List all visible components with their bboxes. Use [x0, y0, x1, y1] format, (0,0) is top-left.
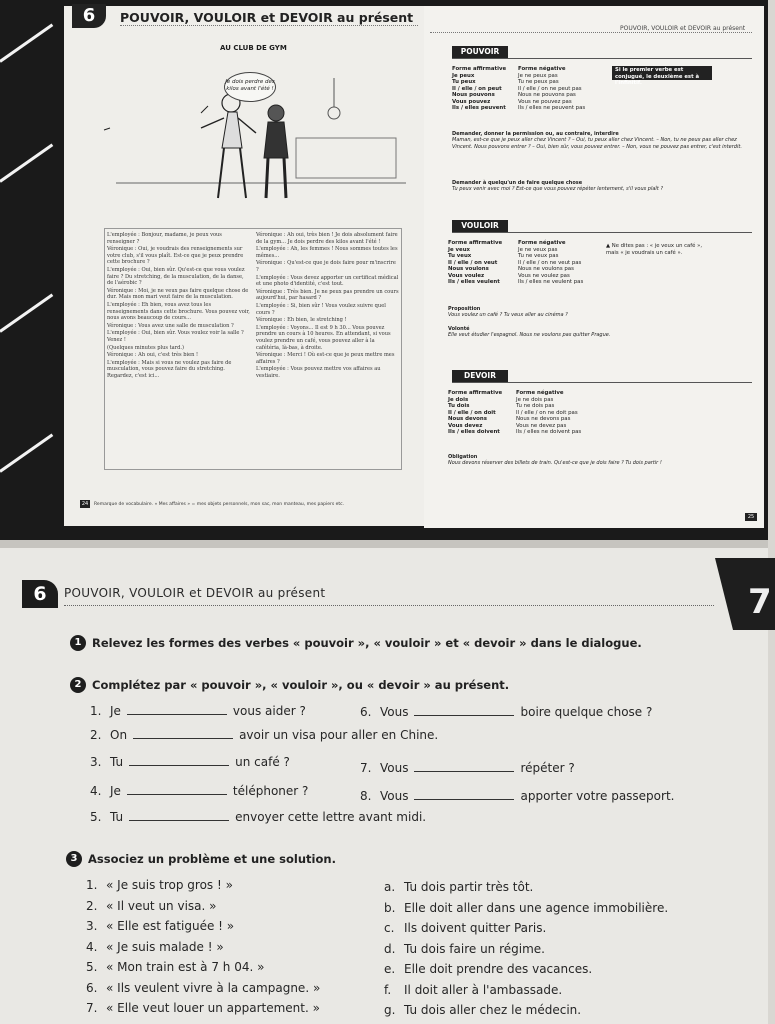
- item-number: 6.: [360, 705, 372, 719]
- conjugation-form: Tu ne dois pas: [516, 403, 555, 409]
- fill-in-row: [90, 784, 308, 798]
- vouloir-note-proposition: [448, 306, 748, 319]
- fill-in-row: [90, 755, 290, 769]
- conjugation-form: Ils / elles ne veulent pas: [518, 279, 584, 285]
- item-number: 4.: [86, 939, 98, 954]
- vocabulary-footnote: Remarque de vocabulaire. « Mes affaires » = mes objets personnels, mon sac, mon manteau, mes papiers etc.: [94, 502, 345, 507]
- item-number: 7.: [86, 1001, 98, 1015]
- conjugation-form: Nous ne pouvons pas: [518, 92, 576, 98]
- next-chapter-number: 7: [748, 582, 772, 622]
- dialog-line: Véronique : Oui, je voudrais des renseignements sur votre club, s'il vous plaît. Est-ce que je peux prendre cette brochure ?: [107, 246, 244, 266]
- item-number: 8.: [360, 789, 372, 803]
- photocopy-divider: [0, 540, 768, 548]
- fill-in-row: [90, 704, 306, 718]
- solution-item: [384, 1003, 581, 1017]
- item-number: 1.: [90, 704, 102, 718]
- solution-item: [384, 962, 592, 976]
- solution-item: [384, 901, 668, 915]
- answer-blank[interactable]: [414, 761, 514, 772]
- binding-decoration: [0, 24, 53, 63]
- dialog-line: L'employée : Mais si vous ne voulez pas faire de musculation, vous pouvez faire du stretching. Regardez, c'est ici...: [107, 359, 232, 379]
- vouloir-negative: [518, 240, 583, 286]
- item-number: 4.: [90, 784, 102, 798]
- problem-item: [86, 940, 224, 954]
- item-number: b.: [384, 900, 396, 915]
- dialog-line: Véronique : Ah oui, c'est très bien !: [107, 352, 199, 359]
- conjugation-form: Nous pouvons: [452, 92, 495, 98]
- solution-item: [384, 921, 546, 935]
- conjugation-form: Ils / elles ne peuvent pas: [518, 105, 586, 111]
- conjugation-form: Tu veux: [448, 253, 472, 259]
- devoir-note-obligation: [448, 454, 748, 467]
- item-number: e.: [384, 962, 396, 976]
- note-title: Proposition: [448, 306, 481, 312]
- conjugation-form: Ils / elles doivent: [448, 429, 500, 435]
- item-number: 1.: [86, 878, 98, 892]
- exercise-3-badge: 3: [66, 851, 82, 867]
- item-text: Tu dois faire un régime.: [404, 941, 545, 956]
- note-example: Nous devons réserver des billets de train. Qu'est-ce que je dois faire ? Tu dois partir !: [448, 460, 662, 467]
- dialog-line: L'employée : Si, bien sûr ! Vous voulez suivre quel cours ?: [256, 302, 386, 316]
- problem-item: [86, 1001, 320, 1015]
- problem-item: [86, 878, 233, 892]
- answer-blank[interactable]: [133, 728, 233, 739]
- dialog-line: Véronique : Vous avez une salle de musculation ?: [107, 322, 234, 329]
- item-number: 7.: [360, 761, 372, 775]
- item-subject: Vous: [380, 761, 409, 775]
- right-running-header: POUVOIR, VOULOIR et DEVOIR au présent: [620, 25, 746, 32]
- dialog-line: L'employée : Voyons... Il est 9 h 30... Vous pouvez prendre un cours à 10 heures. En attendant, si vous voulez prendre un café, vous pouvez aller à la cafétéria, là-bas, à droite.: [256, 324, 391, 351]
- item-subject: Tu: [110, 810, 124, 824]
- conjugation-form: Il / elle / on ne peut pas: [518, 85, 582, 92]
- title-rule: [120, 25, 418, 26]
- conjugation-form: Je ne veux pas: [518, 246, 558, 253]
- item-subject: Je: [110, 784, 121, 798]
- devoir-heading: DEVOIR: [452, 370, 508, 382]
- title-rule: [64, 605, 714, 606]
- solution-item: [384, 880, 533, 894]
- answer-blank[interactable]: [129, 755, 229, 766]
- exercise-3-instruction: Associez un problème et une solution.: [88, 852, 336, 866]
- chapter-number-badge: 6: [22, 580, 58, 608]
- dialog-line: Véronique : Ah oui, très bien ! Je dois absolument faire de la gym... Je dois perdre des kilos avant l'été !: [256, 232, 398, 245]
- conjugation-form: Nous ne devons pas: [516, 416, 571, 422]
- warning-icon: ▲: [606, 243, 611, 249]
- conjugation-form: Tu ne peux pas: [518, 79, 559, 85]
- conjugation-form: Tu ne veux pas: [518, 253, 559, 259]
- dialog-line: L'employée : Vous pouvez mettre vos affaires au vestiaire.: [256, 366, 381, 379]
- dialog-line: L'employée : Oui, bien sûr. Qu'est-ce que vous voulez faire ? Du stretching, de la musculation, de la danse, de l'aérobic ?: [107, 266, 245, 287]
- exercise-2-instruction: Complétez par « pouvoir », « vouloir », ou « devoir » au présent.: [92, 678, 510, 692]
- dialog-column-right: [256, 232, 400, 380]
- item-subject: Vous: [380, 789, 409, 803]
- dialog-line: L'employée : Ah, les femmes ! Nous sommes toutes les mêmes...: [256, 246, 398, 259]
- answer-blank[interactable]: [414, 705, 514, 716]
- item-number: d.: [384, 941, 396, 956]
- page-number-right: 25: [745, 513, 757, 521]
- item-text: Elle doit prendre des vacances.: [404, 962, 593, 976]
- item-rest: envoyer cette lettre avant midi.: [235, 810, 427, 824]
- conjugation-form: Vous devez: [448, 422, 483, 429]
- vouloir-heading: VOULOIR: [452, 220, 508, 232]
- conjugation-form: Tu dois: [448, 403, 470, 409]
- conjugation-form: Je dois: [448, 396, 469, 403]
- conjugation-form: Vous voulez: [448, 272, 485, 279]
- conjugation-form: Il / elle / on doit: [448, 409, 496, 416]
- note-title: Demander, donner la permission ou, au contraire, interdire: [452, 131, 619, 137]
- item-text: « Je suis trop gros ! »: [106, 878, 233, 892]
- item-number: 5.: [86, 960, 98, 974]
- conjugation-form: Je peux: [452, 72, 475, 79]
- conjugation-form: Il / elle / on ne doit pas: [516, 409, 578, 416]
- devoir-negative: [516, 390, 581, 436]
- item-rest: vous aider ?: [232, 704, 306, 718]
- item-subject: Vous: [380, 705, 409, 719]
- answer-blank[interactable]: [127, 704, 227, 715]
- fill-in-row: [360, 761, 575, 775]
- note-example: Tu peux venir avec moi ? Est-ce que vous pouvez répéter lentement, s'il vous plaît ?: [452, 186, 664, 193]
- item-number: g.: [384, 1003, 396, 1017]
- note-example: Elle veut étudier l'espagnol. Nous ne voulons pas quitter Prague.: [448, 332, 611, 339]
- dialog-line: Véronique : Merci ! Où est-ce que je peux mettre mes affaires ?: [256, 352, 395, 365]
- problem-item: [86, 981, 320, 995]
- dialog-line: (Quelques minutes plus tard.): [107, 344, 184, 351]
- item-number: a.: [384, 880, 396, 894]
- item-text: « Ils veulent vivre à la campagne. »: [106, 980, 321, 995]
- problem-item: [86, 960, 264, 974]
- item-text: « Elle est fatiguée ! »: [106, 919, 235, 933]
- conjugation-form: Ils / elles veulent: [448, 279, 500, 285]
- pouvoir-affirmative: [452, 66, 506, 112]
- conjugation-form: Je ne dois pas: [516, 396, 554, 403]
- conjugation-form: Il / elle / on ne veut pas: [518, 259, 582, 266]
- pouvoir-negative: [518, 66, 585, 112]
- exercise-1-badge: 1: [70, 635, 86, 651]
- item-number: 3.: [90, 755, 102, 769]
- item-text: Tu dois aller chez le médecin.: [404, 1003, 582, 1017]
- chapter-number-badge: 6: [72, 4, 106, 28]
- note-example: Maman, est-ce que je peux aller chez Vincent ? – Oui, tu peux aller chez Vincent. – Non, tu ne peux pas aller chez Vincent. Nous pouvons entrer ? – Oui, bien sûr, vous pouvez entrer. – Non, vous ne pouvez pas entrer, c'est interdit.: [452, 137, 742, 150]
- column-header: Forme affirmative: [448, 240, 503, 246]
- item-number: 6.: [86, 980, 98, 995]
- dialog-line: Véronique : Qu'est-ce que je dois faire pour m'inscrire ?: [256, 260, 396, 273]
- item-text: Il doit aller à l'ambassade.: [404, 982, 563, 997]
- item-number: 3.: [86, 919, 98, 933]
- dialog-line: Véronique : Eh bien, le stretching !: [256, 317, 347, 324]
- conjugation-form: Il / elle / on veut: [448, 259, 498, 266]
- item-subject: Je: [110, 704, 121, 718]
- problem-item: [86, 899, 217, 913]
- column-header: Forme négative: [516, 390, 564, 396]
- column-header: Forme affirmative: [452, 66, 507, 72]
- section-rule: [452, 382, 752, 383]
- conjugation-form: Vous ne voulez pas: [518, 272, 570, 279]
- speech-bubble: Je dois perdre des kilos avant l'été !: [224, 72, 276, 102]
- binding-decoration: [0, 144, 53, 183]
- solution-item: [384, 942, 545, 956]
- conjugation-form: Tu peux: [452, 79, 476, 85]
- dialog-line: Véronique : Moi, je ne veux pas faire quelque chose de dur. Mais mon mari veut faire de la musculation.: [107, 287, 249, 301]
- conjugation-form: Je veux: [448, 246, 471, 253]
- vouloir-warning: [606, 243, 716, 256]
- vouloir-note-volonte: [448, 326, 748, 339]
- item-rest: avoir un visa pour aller en Chine.: [239, 728, 439, 742]
- item-text: Ils doivent quitter Paris.: [404, 921, 547, 935]
- answer-blank[interactable]: [127, 784, 227, 795]
- item-rest: un café ?: [235, 755, 290, 769]
- item-number: 2.: [90, 728, 102, 742]
- fill-in-row: [360, 789, 674, 803]
- section-rule: [452, 232, 752, 233]
- dialog-line: Véronique : Très bien. Je ne peux pas prendre un cours aujourd'hui, par hasard ?: [256, 288, 399, 302]
- dialog-line: L'employée : Vous devez apporter un certificat médical et une photo d'identité, c'est tout.: [256, 274, 399, 288]
- warning-text: Ne dites pas : « je veux un café », mais « je voudrais un café ».: [606, 243, 702, 256]
- pouvoir-note-request: [452, 180, 752, 193]
- column-header: Forme négative: [518, 240, 566, 246]
- item-rest: boire quelque chose ?: [520, 705, 653, 719]
- conjugation-form: Vous pouvez: [452, 98, 491, 105]
- fill-in-row: [90, 728, 438, 742]
- item-rest: répéter ?: [520, 761, 575, 775]
- vouloir-affirmative: [448, 240, 502, 286]
- conjugation-form: Nous devons: [448, 416, 487, 422]
- answer-blank[interactable]: [414, 789, 514, 800]
- item-number: f.: [384, 982, 392, 997]
- conjugation-form: Ils / elles ne doivent pas: [516, 429, 582, 435]
- item-text: Elle doit aller dans une agence immobilière.: [404, 900, 669, 915]
- item-number: 5.: [90, 810, 102, 824]
- solution-item: [384, 983, 562, 997]
- fill-in-row: [360, 705, 652, 719]
- item-text: « Je suis malade ! »: [106, 939, 224, 954]
- note-example: Vous voulez un café ? Tu veux aller au cinéma ?: [448, 312, 568, 319]
- dialog-line: L'employée : Eh bien, vous avez tous les renseignements dans cette brochure. Vous pouvez voir, nous avons beaucoup de cours...: [107, 301, 250, 322]
- note-title: Demander à quelqu'un de faire quelque chose: [452, 180, 583, 186]
- item-rest: apporter votre passeport.: [520, 789, 675, 803]
- item-text: Tu dois partir très tôt.: [404, 880, 534, 894]
- conjugation-form: Vous ne devez pas: [516, 422, 567, 429]
- note-title: Obligation: [448, 454, 478, 460]
- section-rule: [452, 58, 752, 59]
- chapter-title: POUVOIR, VOULOIR et DEVOIR au présent: [120, 10, 414, 25]
- exercise-page-title: POUVOIR, VOULOIR et DEVOIR au présent: [64, 586, 326, 600]
- pouvoir-heading: POUVOIR: [452, 46, 508, 58]
- dialog-column-left: [107, 232, 251, 380]
- binding-decoration: [0, 294, 53, 333]
- item-number: 2.: [86, 898, 98, 913]
- item-rest: téléphoner ?: [232, 784, 309, 798]
- binding-decoration: [0, 434, 53, 473]
- page-number-left: 24: [81, 501, 89, 507]
- conjugation-form: Ils / elles peuvent: [452, 105, 506, 111]
- problem-item: [86, 919, 234, 933]
- note-title: Volonté: [448, 326, 470, 332]
- exercise-1-instruction: Relevez les formes des verbes « pouvoir », « vouloir » et « devoir » dans le dialogue.: [92, 636, 642, 650]
- item-text: « Elle veut louer un appartement. »: [106, 1001, 320, 1015]
- column-header: Forme négative: [518, 66, 566, 72]
- conjugation-form: Il / elle / on peut: [452, 85, 502, 92]
- item-text: « Il veut un visa. »: [106, 898, 217, 913]
- infinitive-warning: Si le premier verbe est conjugué, le deuxième est à l'infinitif.: [612, 66, 712, 80]
- column-header: Forme affirmative: [448, 390, 503, 396]
- fill-in-row: [90, 810, 426, 824]
- conjugation-form: Nous ne voulons pas: [518, 266, 574, 272]
- dialog-line: L'employée : Bonjour, madame, je peux vous renseigner ?: [107, 232, 222, 245]
- devoir-affirmative: [448, 390, 502, 436]
- exercise-2-badge: 2: [70, 677, 86, 693]
- item-subject: On: [110, 728, 128, 742]
- conjugation-form: Je ne peux pas: [518, 72, 558, 79]
- header-rule: [430, 32, 752, 33]
- item-subject: Tu: [110, 755, 124, 769]
- pouvoir-note-permission: [452, 131, 752, 150]
- illustration-title: AU CLUB DE GYM: [220, 44, 287, 52]
- exercise-page: [0, 548, 772, 1024]
- answer-blank[interactable]: [129, 810, 229, 821]
- conjugation-form: Vous ne pouvez pas: [518, 98, 572, 105]
- dialog-line: L'employée : Oui, bien sûr. Vous voulez voir la salle ? Venez !: [107, 330, 244, 343]
- item-text: « Mon train est à 7 h 04. »: [106, 960, 265, 974]
- item-number: c.: [384, 921, 395, 935]
- conjugation-form: Nous voulons: [448, 266, 489, 272]
